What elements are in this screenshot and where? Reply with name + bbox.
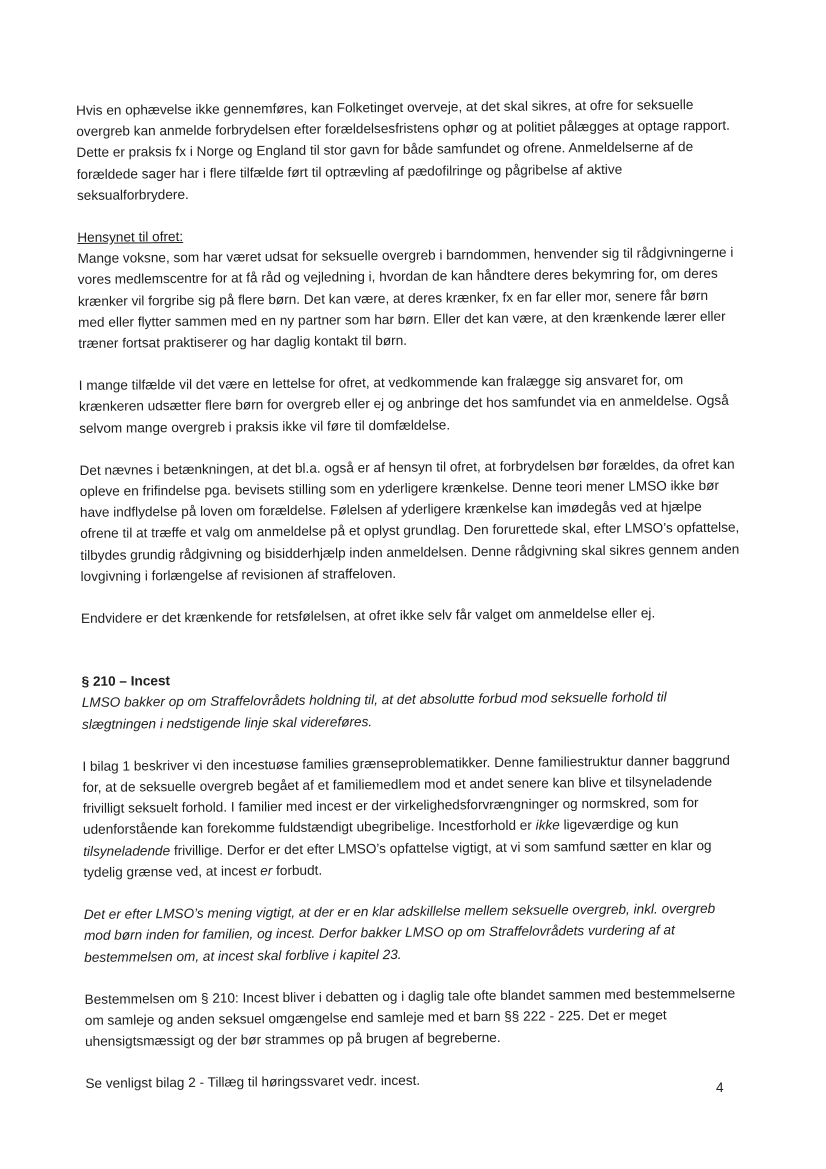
text-run: frivillige. Derfor er det efter LMSO’s opfattelse vigtigt, at vi som samfund sætter en klar og tydelig grænse ved, at incest bbox=[83, 837, 712, 880]
emphasis-ikke: ikke bbox=[535, 817, 560, 834]
paragraph-incest-separation: Det er efter LMSO’s mening vigtigt, at der er en klar adskillelse mellem seksuelle overgreb, inkl. overgreb mod børn inden for familien, og incest. Derfor bakker LMSO op om Straffelovrådets vurdering af at bestemmelsen om, at incest skal forblive i kapitel 23. bbox=[83, 900, 716, 965]
paragraph-victim-counselling: Mange voksne, som har været udsat for seksuelle overgreb i barndommen, henvender sig til rådgivningerne i vores medlemscentre for at få råd og vejledning i, hvordan de kan håndtere deres bekymring for, om deres krænker vil forgribe sig på flere børn. Det kan være, at deres krænker, fx en far eller mor, senere får børn med eller flytter sammen med en ny partner som har børn. Eller det kan være, at den krænkende lærer eller træner fortsat praktiserer og har daglig kontakt til børn. bbox=[77, 244, 734, 352]
paragraph-sense-of-justice: Endvidere er det krænkende for retsfølelsen, at ofret ikke selv får valget om anmeldelse eller ej. bbox=[80, 605, 656, 627]
page-number: 4 bbox=[716, 1080, 724, 1095]
text-run: ligeværdige og kun bbox=[559, 816, 679, 833]
paragraph-repeal: Hvis en ophævelse ikke gennemføres, kan Folketinget overveje, at det skal sikres, at ofre for seksuelle overgreb kan anmelde forbrydelsen efter forældelsesfristens ophør og at politiet pålægges at optage rapport. Dette er praksis fx i Norge og England til stor gavn for både samfundet og ofrene. Anmeldelserne af de forældede sager har i flere tilfælde ført til optrævling af pædofilringe og pågribelse af aktive seksualforbrydere. bbox=[76, 97, 730, 203]
text-run: I bilag 1 beskriver vi den incestuøse families grænseproblematikker. Denne familiestruktur danner baggrund for, at de seksuelle overgreb begået af et familiemedlem mod et andet senere kan blive et tilsyneladende frivilligt seksuelt forhold. I familier med incest er der virkelighedsforvrængninger og normskred, som for udenforstående kan forekomme fuldstændigt ubegribelige. Incestforhold er bbox=[82, 752, 730, 838]
paragraph-provision-210: Bestemmelsen om § 210: Incest bliver i debatten og i daglig tale ofte blandet sammen med bestemmelserne om samleje og anden seksuel omgængelse end samleje med et barn §§ 222 - 225. Det er meget uhensigtsmæssigt og der bør strammes op på brugen af begreberne. bbox=[84, 985, 736, 1050]
document-body bbox=[76, 94, 746, 1095]
paragraph-see-appendix: Se venligst bilag 2 - Tillæg til høringssvaret vedr. incest. bbox=[85, 1073, 421, 1092]
emphasis-tilsyneladende: tilsyneladende bbox=[83, 842, 171, 859]
paragraph-report-reasoning: Det nævnes i betænkningen, at det bl.a. også er af hensyn til ofret, at forbrydelsen bør forældes, da ofret kan opleve en frifindelse pga. bevisets stilling som en yderligere krænkelse. Denne teori mener LMSO ikke bør have indflydelse på loven om forældelse. Følelsen af yderligere krænkelse kan imødegås ved at hjælpe ofrene til at træffe et valg om anmeldelse på et oplyst grundlag. Den forurettede skal, efter LMSO’s opfattelse, tilbydes grundig rådgivning og bisidderhjælp inden anmeldelsen. Denne rådgivning skal sikres gennem anden lovgivning i forlængelse af revisionen af straffeloven. bbox=[79, 456, 740, 584]
paragraph-relief: I mange tilfælde vil det være en lettelse for ofret, at vedkommende kan fralægge sig ansvaret for, om krænkeren udsætter flere børn for overgreb eller ej og anbringe det hos samfundet via en anmeldelse. Også selvom mange overgreb i praksis ikke vil føre til domfældelse. bbox=[78, 372, 729, 436]
emphasis-er: er bbox=[260, 863, 273, 879]
paragraph-incest-support: LMSO bakker op om Straffelovrådets holdning til, at det absolutte forbud mod seksuelle forhold til slægtningen i nedstigende linje skal videreføres. bbox=[81, 689, 667, 732]
heading-victim-consideration: Hensynet til ofret: bbox=[77, 228, 184, 246]
paragraph-incest-family bbox=[82, 750, 743, 884]
heading-incest: § 210 – Incest bbox=[81, 673, 171, 690]
text-run: forbudt. bbox=[272, 862, 323, 879]
